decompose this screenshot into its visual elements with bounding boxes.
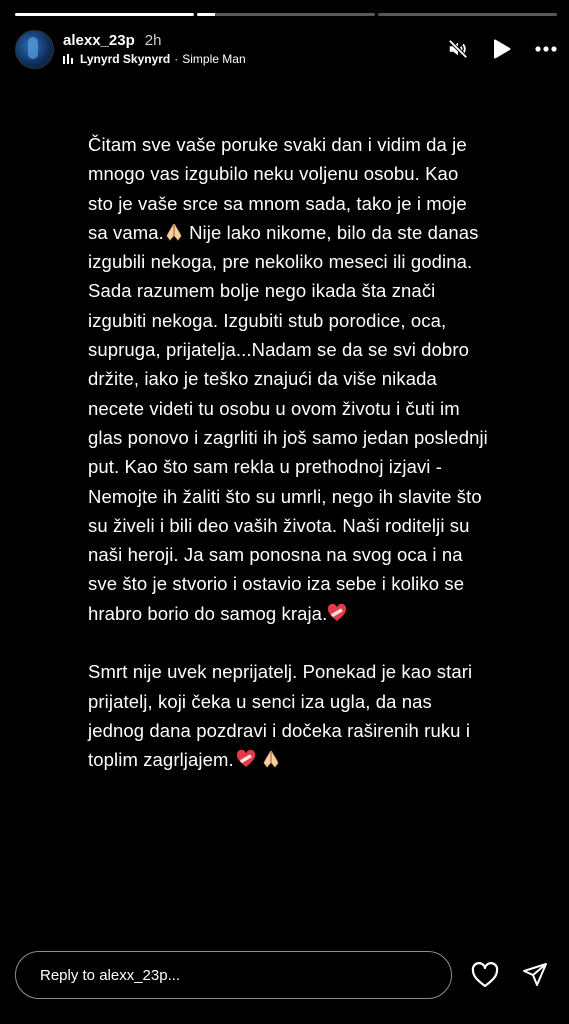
praying-hands-emoji bbox=[261, 748, 281, 768]
music-title: Simple Man bbox=[182, 52, 246, 66]
reply-input[interactable] bbox=[15, 951, 452, 999]
story-meta bbox=[63, 32, 246, 66]
story-controls bbox=[447, 38, 557, 60]
mending-heart-emoji bbox=[327, 602, 347, 622]
story-paragraph-2 bbox=[88, 657, 488, 774]
progress-segment-3 bbox=[378, 13, 557, 16]
music-bars-icon bbox=[63, 54, 73, 64]
paragraph-1-part-b: Nije lako nikome, bilo da ste danas izgubili nekoga, pre nekoliko meseci ili godina. Sada razumem bolje nego ikada šta znači izgubiti nekoga. Izgubiti stub porodice, oca, supruga, prijatelja...Nadam se da se svi dobro držite, iako je teško znajući da više nikada necete videti tu osobu u ovom životu i čuti im glas ponovo i zagrliti ih još samo jedan poslednji put. Kao što sam rekla u prethodnoj izjavi - Nemojte ih žaliti što su umrli, nego ih slavite što su živeli i bili deo vaših života. Naši roditelji su naši heroji. Ja sam ponosna na svog oca i na sve što je stvorio i ostavio iza sebe i koliko se hrabro borio do samog kraja. bbox=[88, 221, 488, 624]
reply-placeholder: Reply to alexx_23p... bbox=[40, 966, 181, 984]
story-text bbox=[88, 130, 488, 775]
avatar[interactable] bbox=[15, 30, 54, 69]
music-info[interactable] bbox=[63, 52, 246, 66]
story-footer bbox=[15, 949, 553, 1001]
story-header bbox=[15, 28, 557, 70]
paragraph-1-part-a: Čitam sve vaše poruke svaki dan i vidim da je mnogo vas izgubilo neku voljenu osobu. Kao sto je vaše srce sa mnom sada, tako je i moje sa vama. bbox=[88, 134, 467, 243]
praying-hands-emoji bbox=[164, 221, 184, 241]
music-artist: Lynyrd Skynyrd bbox=[80, 52, 171, 66]
footer-actions bbox=[471, 961, 553, 989]
muted-speaker-icon[interactable] bbox=[447, 38, 469, 60]
play-icon[interactable] bbox=[491, 38, 513, 60]
progress-segment-1 bbox=[15, 13, 194, 16]
story-paragraph-1 bbox=[88, 130, 488, 628]
paragraph-2-text: Smrt nije uvek neprijatelj. Ponekad je kao stari prijatelj, koji čeka u senci iza ugla, da nas jednog dana pozdravi i dočeka raširenih ruku i toplim zagrljajem. bbox=[88, 661, 473, 771]
progress-segment-2 bbox=[197, 13, 376, 16]
heart-icon[interactable] bbox=[471, 961, 499, 989]
story-progress bbox=[15, 13, 557, 16]
mending-heart-emoji bbox=[236, 748, 256, 768]
more-options-icon[interactable] bbox=[535, 38, 557, 60]
music-separator: · bbox=[174, 52, 179, 66]
send-icon[interactable] bbox=[521, 961, 549, 989]
username[interactable]: alexx_23p bbox=[63, 32, 135, 49]
timestamp: 2h bbox=[144, 32, 162, 49]
